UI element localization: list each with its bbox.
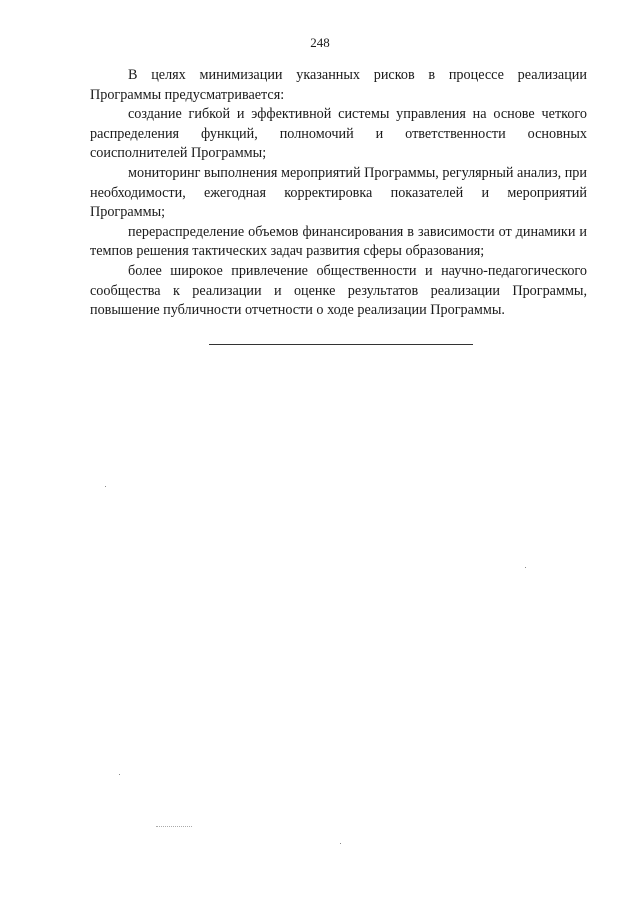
page-number: 248 (310, 35, 330, 50)
paragraph-monitoring: мониторинг выполнения мероприятий Программы, регулярный анализ, при необходимости, ежегодная корректировка показателей и мероприятий Программы; (90, 164, 587, 221)
scan-speck (340, 843, 341, 844)
closing-rule (209, 344, 473, 345)
paragraph-management-system: создание гибкой и эффективной системы управления на основе четкого распределения функций, полномочий и ответственности основных соисполнителей Программы; (90, 106, 587, 162)
scan-speck (525, 567, 526, 568)
paragraph-intro: В целях минимизации указанных рисков в процессе реализации Программы предусматривается: (90, 67, 587, 103)
scan-speck (105, 486, 106, 487)
paragraph-funding: перераспределение объемов финансирования в зависимости от динамики и темпов решения тактических задач развития сферы образования; (90, 223, 587, 260)
paragraph-public-involvement: более широкое привлечение общественности и научно-педагогического сообщества к реализации и оценке результатов реализации Программы, повышение публичности отчетности о ходе реализации Программы. (90, 262, 587, 319)
document-body (90, 66, 587, 321)
scan-dots (156, 826, 192, 827)
scan-speck (119, 774, 120, 775)
